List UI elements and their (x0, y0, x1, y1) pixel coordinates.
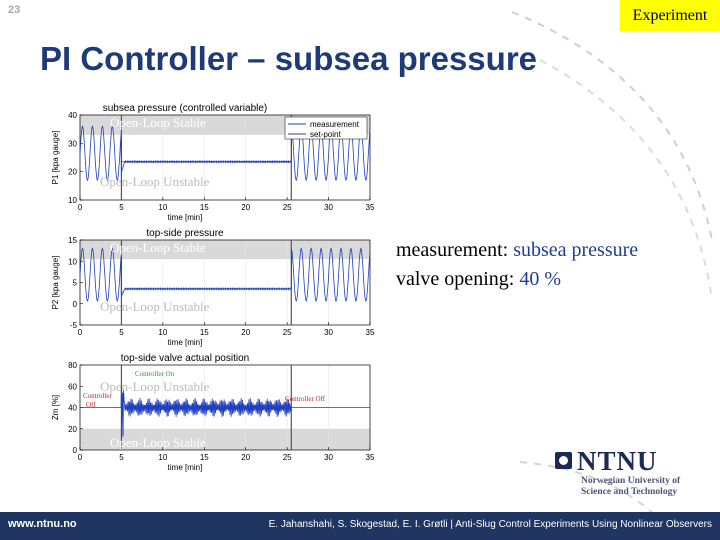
x-axis-label: time [min] (167, 463, 203, 472)
measurement-label: measurement: (396, 239, 509, 261)
x-tick-label: 25 (282, 328, 292, 337)
y-tick-label: 10 (68, 257, 77, 267)
x-tick-label: 10 (158, 453, 168, 462)
y-tick-label: 40 (68, 403, 77, 413)
y-tick-label: 20 (68, 167, 77, 177)
chart-title: subsea pressure (controlled variable) (102, 103, 268, 114)
y-tick-label: 60 (68, 382, 77, 392)
ntnu-logo-icon (555, 452, 572, 469)
measurement-row (396, 236, 638, 265)
y-tick-label: 5 (72, 278, 77, 288)
slide-title: PI Controller – subsea pressure (40, 40, 538, 77)
logo-subtitle (581, 476, 701, 498)
experiment-tag: Experiment (620, 0, 720, 31)
x-tick-label: 5 (119, 203, 124, 212)
slide-number: 23 (8, 4, 21, 16)
x-tick-label: 25 (282, 453, 292, 462)
chart-panel (40, 95, 380, 475)
x-tick-label: 20 (241, 203, 251, 212)
logo-subtitle-line2: Science and Technology (581, 487, 678, 497)
x-tick-label: 30 (324, 453, 334, 462)
chart-title: top-side valve actual position (120, 353, 250, 364)
y-tick-label: 80 (68, 361, 77, 370)
controller-off-label-left: Off (86, 401, 96, 409)
y-axis-label: P1 [kpa gauge] (51, 130, 60, 185)
x-tick-label: 0 (77, 453, 83, 462)
x-tick-label: 10 (158, 328, 168, 337)
legend-label: set-point (310, 130, 341, 139)
footer-bar (0, 512, 720, 540)
x-tick-label: 20 (241, 453, 251, 462)
stable-region-label: Open-Loop Stable (110, 240, 206, 255)
x-tick-label: 5 (119, 453, 124, 462)
y-tick-label: 10 (68, 196, 77, 205)
valve-label: valve opening: (396, 268, 515, 290)
ntnu-logo (555, 446, 695, 502)
x-axis-label: time [min] (167, 338, 203, 347)
logo-subtitle-line1: Norwegian University of (581, 476, 681, 486)
y-tick-label: 30 (68, 139, 77, 149)
x-tick-label: 10 (158, 203, 168, 212)
unstable-region-label: Open-Loop Unstable (100, 299, 210, 314)
y-tick-label: 0 (72, 299, 77, 309)
unstable-region-label: Open-Loop Unstable (100, 379, 210, 394)
x-tick-label: 30 (324, 203, 334, 212)
x-tick-label: 35 (365, 203, 375, 212)
y-tick-label: 40 (68, 111, 77, 120)
chart-title: top-side pressure (146, 228, 224, 239)
valve-value: 40 % (519, 268, 561, 290)
x-tick-label: 15 (199, 453, 209, 462)
y-tick-label: 20 (68, 424, 77, 434)
stable-region-label: Open-Loop Stable (110, 435, 206, 450)
y-tick-label: 15 (68, 236, 77, 245)
x-tick-label: 5 (119, 328, 124, 337)
measurement-value: subsea pressure (513, 239, 639, 261)
x-tick-label: 35 (365, 453, 375, 462)
x-tick-label: 15 (199, 203, 209, 212)
stable-region-label: Open-Loop Stable (110, 115, 206, 130)
logo-name: NTNU (577, 446, 658, 476)
controller-off-label-right: Controller Off (285, 395, 326, 403)
legend-label: measurement (310, 120, 359, 129)
x-tick-label: 20 (241, 328, 251, 337)
unstable-region-label: Open-Loop Unstable (100, 174, 210, 189)
x-tick-label: 35 (365, 328, 375, 337)
x-axis-label: time [min] (167, 213, 203, 222)
y-axis-label: Zm [%] (51, 394, 60, 421)
controller-on-label: Controller On (135, 370, 175, 378)
y-tick-label: 0 (72, 446, 77, 455)
controller-off-label-left: Controller (83, 392, 112, 400)
x-tick-label: 0 (77, 328, 83, 337)
y-axis-label: P2 [kpa gauge] (51, 255, 60, 310)
footer-url-link[interactable]: www.ntnu.no (8, 518, 77, 530)
x-tick-label: 15 (199, 328, 209, 337)
x-tick-label: 30 (324, 328, 334, 337)
footer-citation: E. Jahanshahi, S. Skogestad, E. I. Grøtli | Anti-Slug Control Experiments Using Nonlinear Observers (268, 519, 712, 530)
experiment-info (396, 236, 638, 294)
x-tick-label: 0 (77, 203, 83, 212)
x-tick-label: 25 (282, 203, 292, 212)
valve-row (396, 265, 638, 294)
y-tick-label: -5 (69, 321, 77, 330)
